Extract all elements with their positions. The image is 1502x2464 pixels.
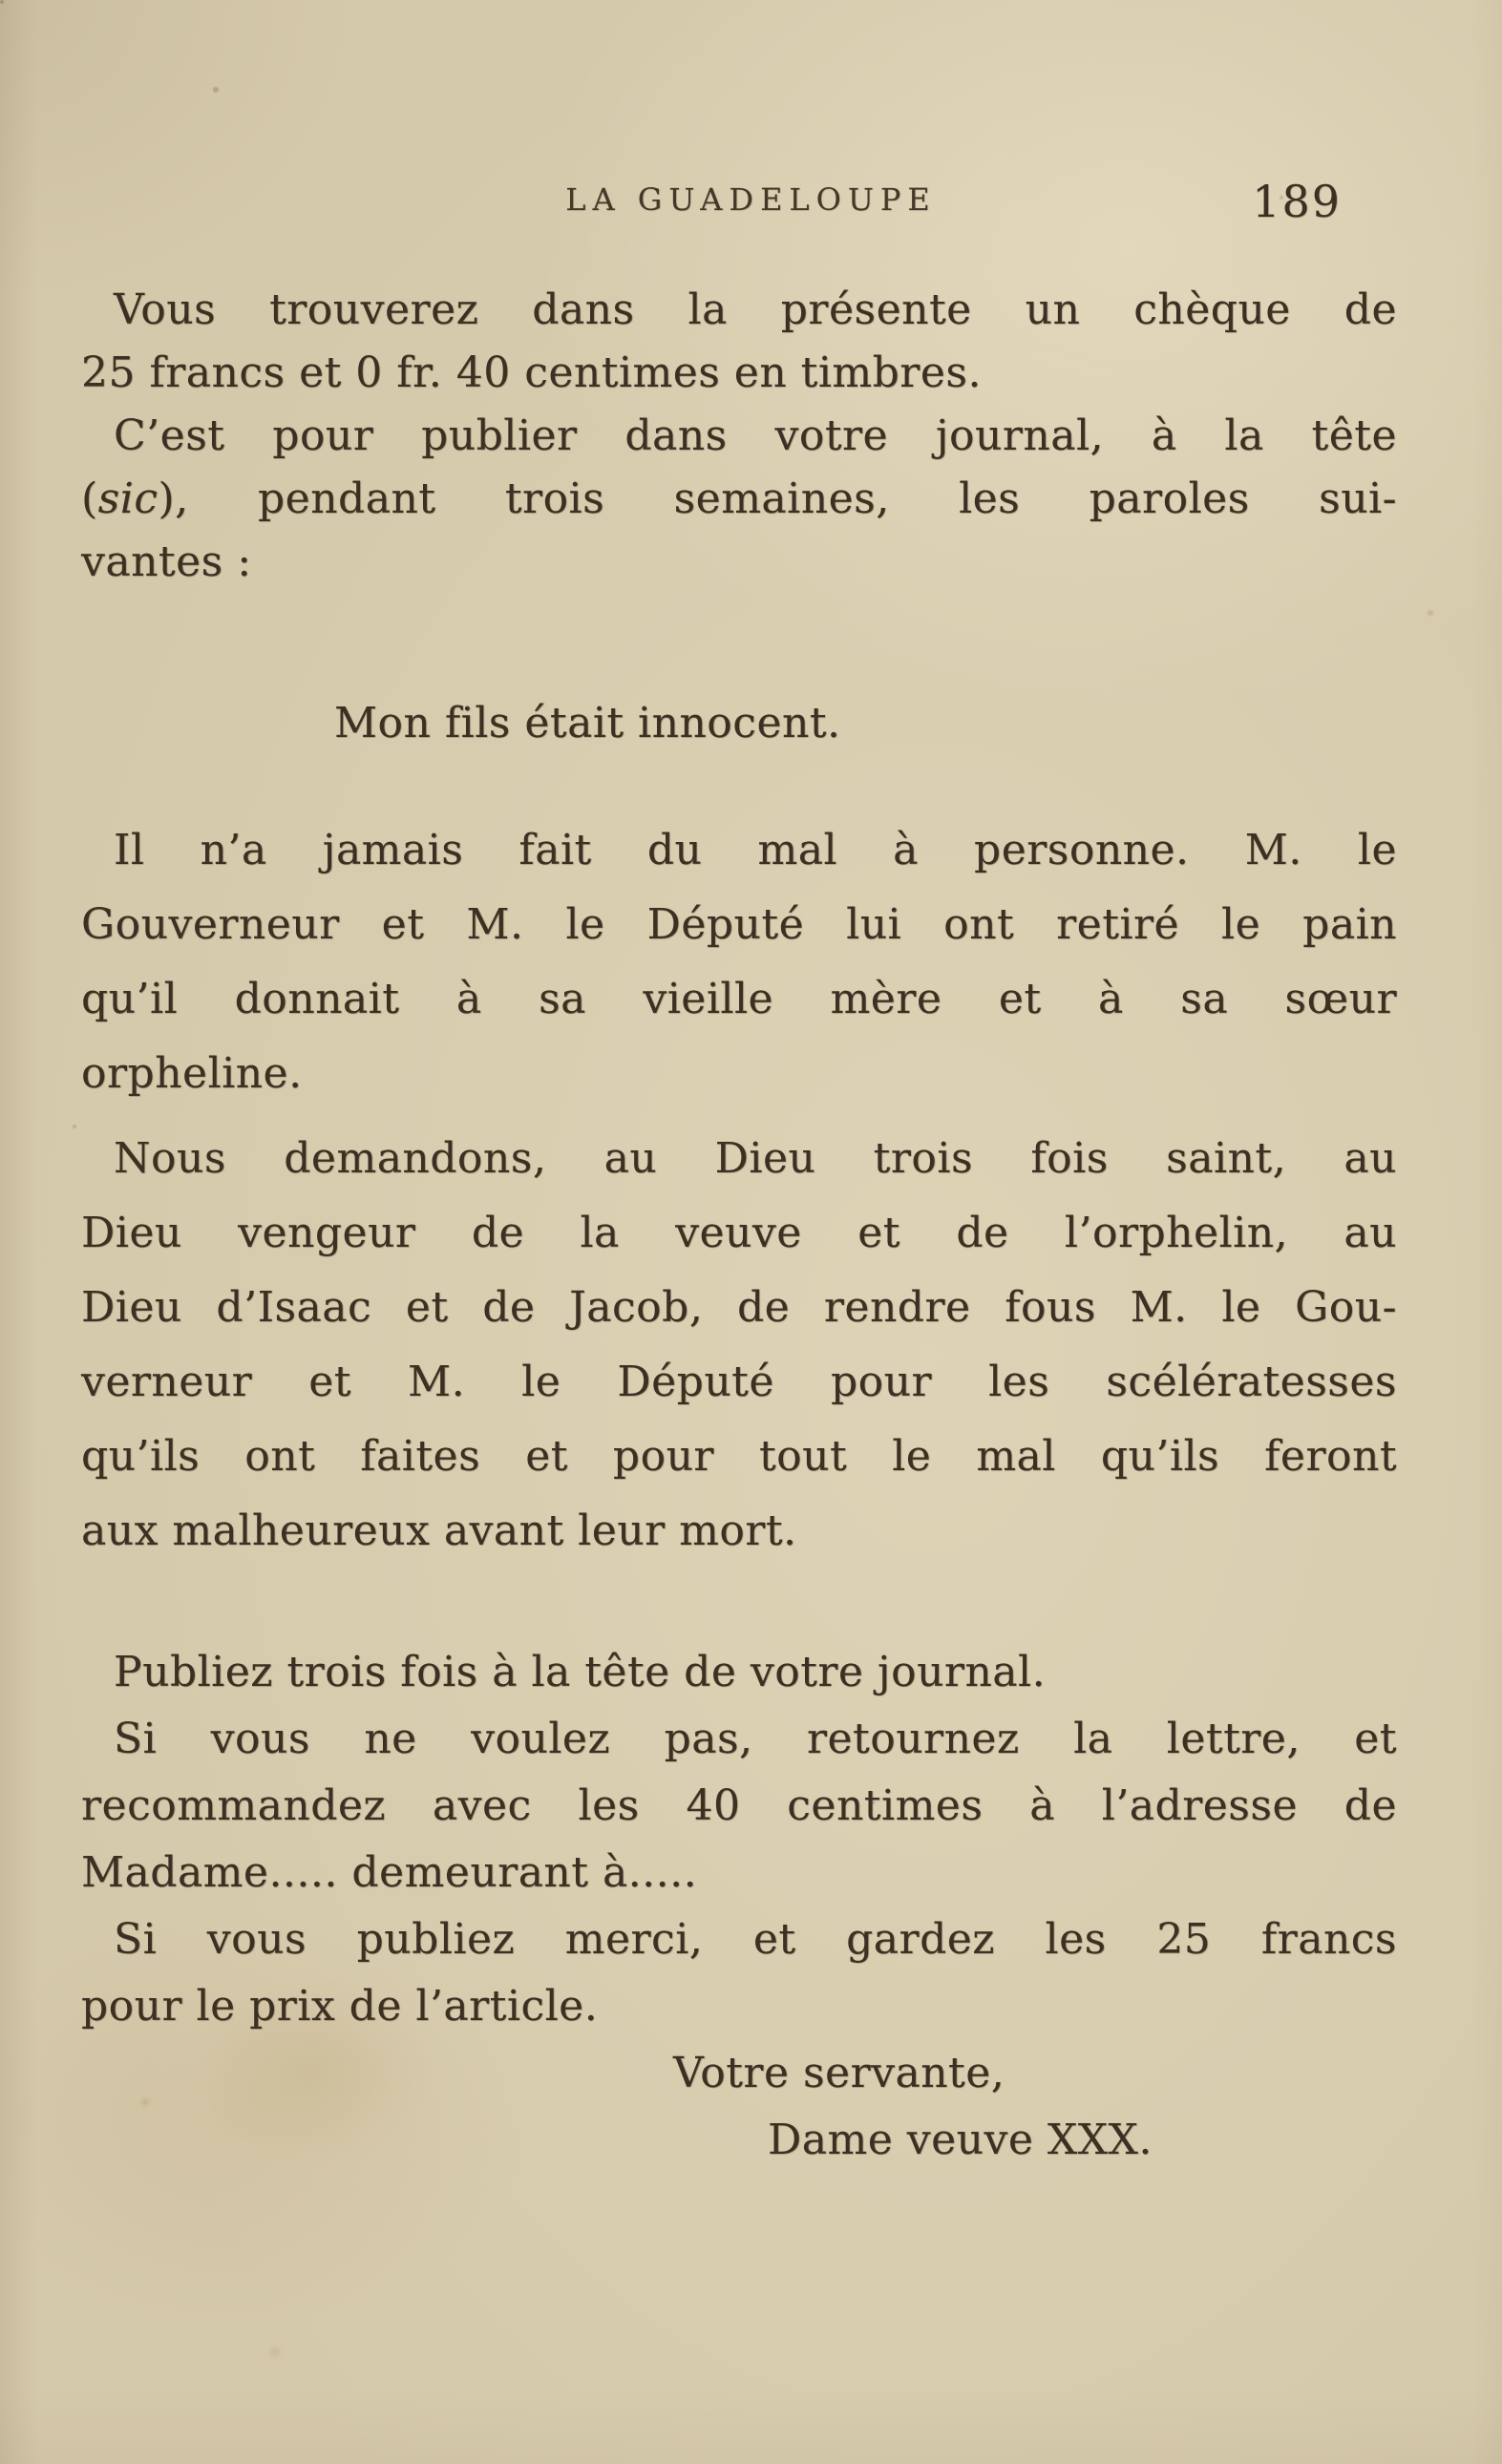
text-line bbox=[81, 468, 1397, 531]
signature-name bbox=[81, 2107, 1397, 2174]
text-line: Il n’a jamais fait du mal à personne. M. le bbox=[114, 826, 1397, 874]
text-line: Madame..... demeurant à..... bbox=[81, 1848, 698, 1897]
sic-italic: sic bbox=[97, 474, 159, 523]
paragraph-publiez bbox=[81, 1639, 1397, 1706]
text-line: qu’ils ont faites et pour tout le mal qu’ils feront bbox=[81, 1432, 1397, 1481]
text-line: Publiez trois fois à la tête de votre journal. bbox=[114, 1648, 1047, 1696]
running-head bbox=[0, 176, 1502, 235]
text-line: Votre servante, bbox=[673, 2049, 1005, 2097]
text-line: Vous trouverez dans la présente un chèque de bbox=[114, 285, 1397, 334]
text-fragment: ), pendant trois semaines, les paroles sui- bbox=[158, 474, 1397, 523]
text-line: Si vous ne voulez pas, retournez la lettre, et bbox=[114, 1715, 1397, 1763]
text-line: Dieu vengeur de la veuve et de l’orphelin, au bbox=[81, 1209, 1397, 1257]
text-line: Nous demandons, au Dieu trois fois saint, au bbox=[114, 1134, 1397, 1183]
paragraph-publication bbox=[81, 405, 1397, 594]
paragraph-innocent bbox=[81, 813, 1397, 1111]
text-line: C’est pour publier dans votre journal, à la tête bbox=[114, 411, 1397, 460]
text-line: Dame veuve XXX. bbox=[768, 2116, 1153, 2164]
text-line: 25 francs et 0 fr. 40 centimes en timbres. bbox=[81, 348, 982, 397]
text-line: Dieu d’Isaac et de Jacob, de rendre fous M. le Gou- bbox=[81, 1283, 1397, 1332]
signature-salutation bbox=[81, 2040, 1397, 2107]
quote-heading bbox=[81, 692, 1397, 755]
paragraph-cheque bbox=[81, 279, 1397, 405]
text-line: recommandez avec les 40 centimes à l’adresse de bbox=[81, 1781, 1397, 1830]
text-line: pour le prix de l’article. bbox=[81, 1982, 599, 2031]
text-line: Mon fils était innocent. bbox=[334, 699, 841, 748]
text-line: qu’il donnait à sa vieille mère et à sa sœur bbox=[81, 975, 1397, 1023]
page-number: 189 bbox=[1252, 176, 1342, 227]
paragraph-merci bbox=[81, 1906, 1397, 2040]
text-line: vantes : bbox=[81, 537, 252, 586]
paragraph-retour bbox=[81, 1706, 1397, 1906]
text-line: Gouverneur et M. le Député lui ont retiré le pain bbox=[81, 900, 1397, 949]
text-line: verneur et M. le Député pour les scélératesses bbox=[81, 1358, 1397, 1406]
text-line: Si vous publiez merci, et gardez les 25 francs bbox=[114, 1915, 1397, 1964]
text-line: aux malheureux avant leur mort. bbox=[81, 1506, 797, 1555]
paragraph-imprecation bbox=[81, 1122, 1397, 1569]
text-line: orpheline. bbox=[81, 1049, 303, 1098]
letter-body bbox=[81, 279, 1397, 2174]
text-fragment: ( bbox=[81, 474, 98, 523]
running-title: LA GUADELOUPE bbox=[565, 181, 937, 218]
